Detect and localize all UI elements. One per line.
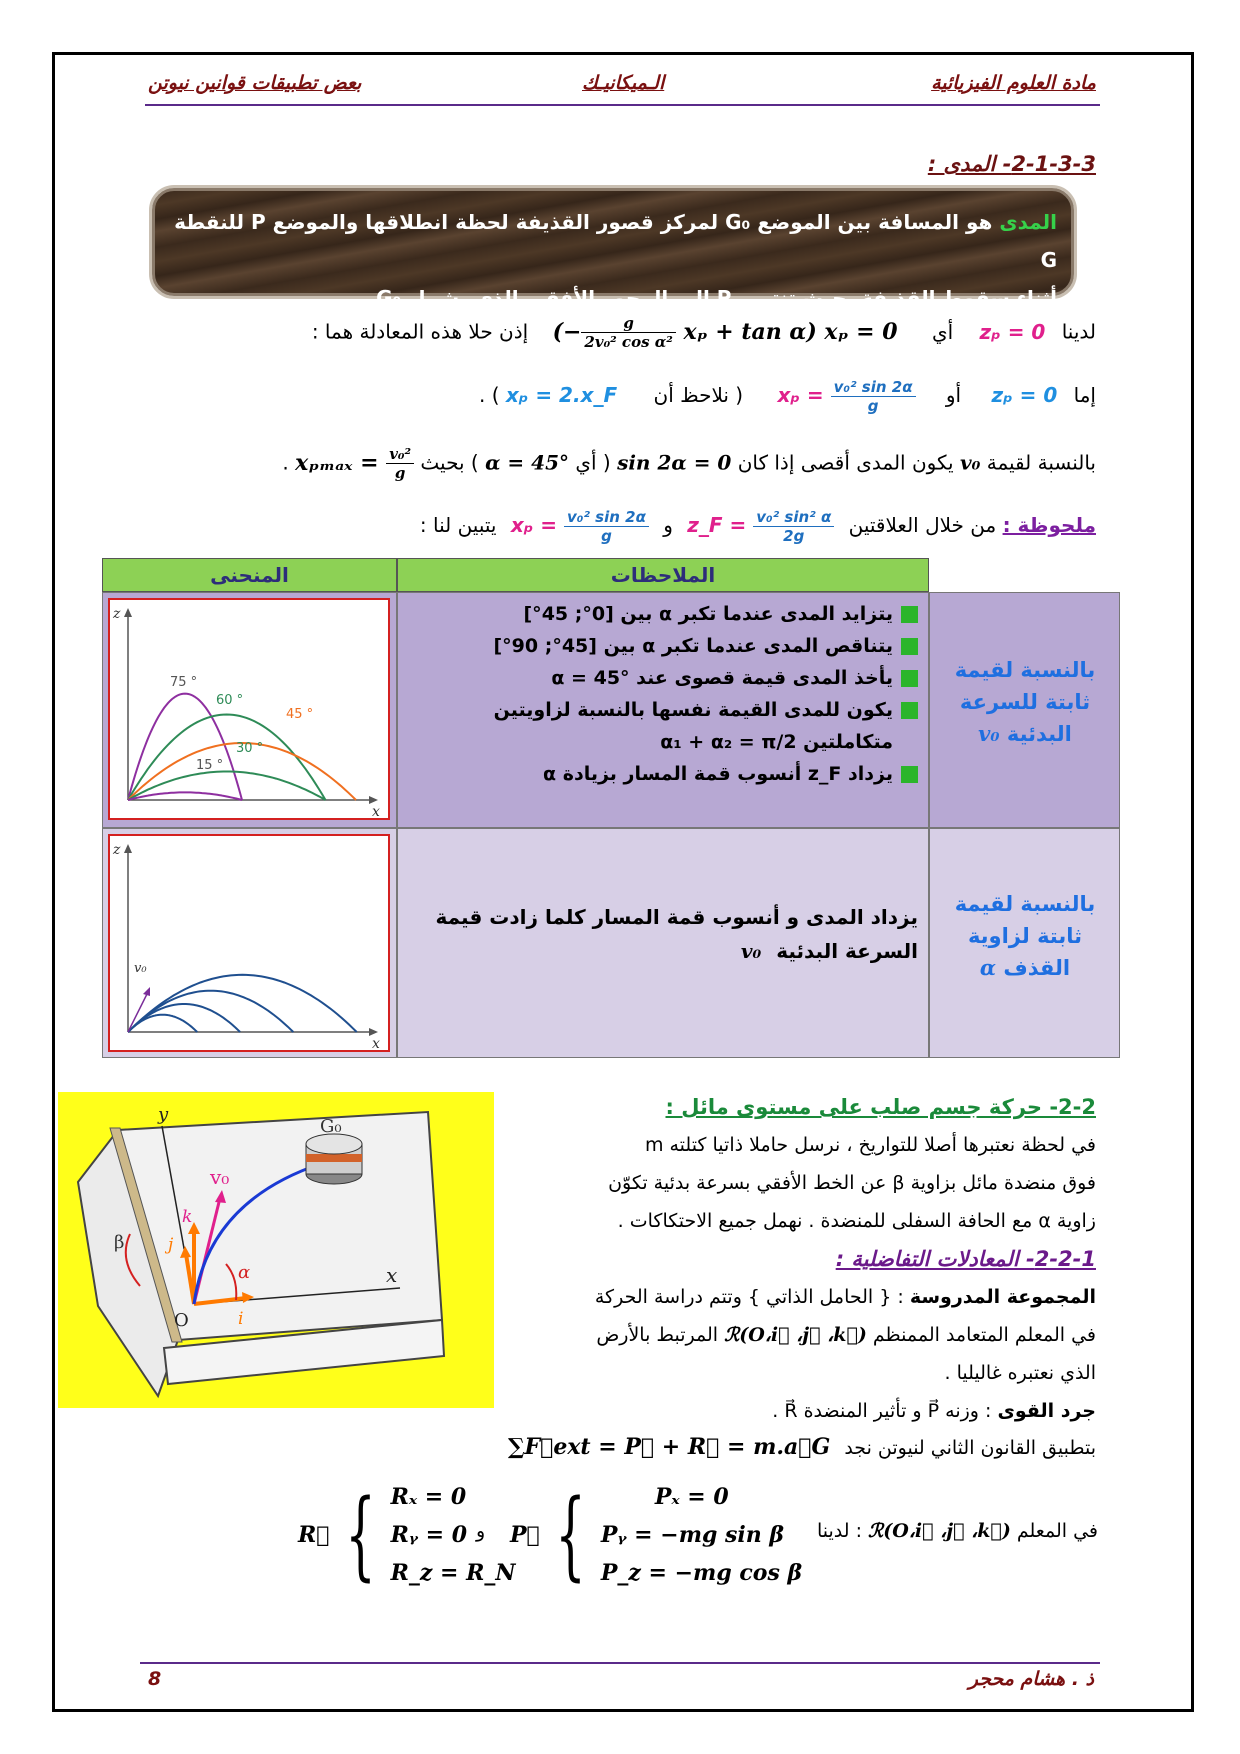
- incline-section-title: 2-2- حركة جسم صلب على مستوى مائل :: [665, 1095, 1096, 1119]
- label-k: k: [182, 1207, 193, 1227]
- line4-zf-formula: z_F = $\frac{\text{v₀² sin² α}}{2g}$: [687, 513, 834, 537]
- definition-box: [152, 188, 1074, 310]
- line3-c: ( أي: [575, 450, 611, 475]
- plot1-label-45: 45 °: [286, 707, 314, 722]
- incline-para-1: في لحظة نعتبرها أصلا للتواريخ ، نرسل حاملا ذاتيا كتلته m: [644, 1134, 1096, 1156]
- plot1-label-30: 30 °: [236, 741, 264, 756]
- trajectory-60deg: [128, 715, 326, 801]
- line1-tail: إذن حلا هذه المعادلة هما :: [311, 319, 529, 344]
- P-x: Pₓ = 0: [654, 1484, 729, 1510]
- definition-text: [169, 203, 1057, 317]
- plot-speeds: [108, 834, 390, 1052]
- bullet-square-icon: [901, 670, 918, 687]
- row1-head-text: بالنسبة لقيمة ثابتة للسرعة البدئية: [954, 658, 1096, 746]
- puck-band: [306, 1154, 362, 1162]
- row1-head: [938, 654, 1112, 750]
- table-header-curve: المنحنى: [102, 558, 397, 592]
- line4-b: يتبين لنا :: [419, 513, 497, 537]
- definition-line2: أثناء سقوط القذيفة بحيث تنتمي P إلى المحور الأفقي الذي يشمل G₀ .: [361, 286, 1057, 310]
- plot1-z-label: z: [113, 606, 121, 622]
- trajectory-15deg: [128, 792, 242, 800]
- line1-prefix: لدينا: [1061, 319, 1096, 344]
- label-y: y: [158, 1104, 169, 1125]
- incline-text-block: [496, 1088, 1096, 1430]
- newton-line: [136, 1428, 1096, 1467]
- bullet-square-icon: [901, 702, 918, 719]
- plot-speeds-svg: [110, 836, 388, 1050]
- P-y: Pᵧ = −mg sin β: [600, 1522, 785, 1548]
- plot2-z-arrow: [124, 844, 132, 853]
- label-v0: v₀: [210, 1165, 230, 1189]
- line2-a: zₚ = 0: [991, 383, 1058, 407]
- line1-cond: zₚ = 0: [979, 319, 1046, 344]
- systems-and: و: [476, 1520, 486, 1542]
- line3-v0: v₀: [959, 450, 981, 475]
- forces-text: : وزنه P⃗ و تأثير المنضدة R⃗ .: [772, 1400, 992, 1422]
- range-line-2: [136, 378, 1096, 415]
- line1-equation: (− $\frac{g}{\text{2v₀² cos α²}}$ xₚ + tan α) xₚ = 0: [552, 314, 898, 351]
- row2-head: [938, 888, 1112, 984]
- observation-item: يزداد z_F أنسوب قمة المسار بزيادة α: [402, 758, 918, 790]
- frame-symbol: ℛ(O،i⃗ ،j⃗ ،k⃗): [724, 1324, 867, 1346]
- observation-item: يتزايد المدى عندما تكبر α بين [0°; 45°]: [402, 598, 918, 630]
- plot2-x-label: x: [372, 1036, 380, 1050]
- line1-mid: أي: [931, 319, 954, 344]
- incline-para-3: زاوية α مع الحافة السفلى للمنضدة . نهمل جميع الاحتكاكات .: [617, 1210, 1096, 1232]
- plot2-v0-arrowhead: [143, 987, 150, 996]
- line2-xp-formula: xₚ = $\frac{\text{v₀² sin 2α}}{g}$: [777, 383, 915, 407]
- line3-xpmax: xₚₘₐₓ = $\frac{\text{v₀²}}{g}$: [295, 450, 414, 476]
- system-label: المجموعة المدروسة: [909, 1286, 1096, 1308]
- R-y: Rᵧ = 0: [390, 1522, 468, 1548]
- label-j: j: [168, 1235, 174, 1255]
- line4-a: من خلال العلاقتين: [848, 513, 997, 537]
- puck-top: [306, 1134, 362, 1154]
- plot1-x-label: x: [372, 804, 380, 818]
- incline-para-2: فوق منضدة مائل بزاوية β عن الخط الأفقي بسرعة بدئية تكوّن: [608, 1172, 1096, 1194]
- plot2-v0-label: v₀: [134, 961, 147, 976]
- frame-line-2: الذي نعتبره غاليليا .: [944, 1362, 1096, 1384]
- header-rule: [145, 104, 1100, 106]
- line4-xp-formula: xₚ = $\frac{\text{v₀² sin 2α}}{g}$: [511, 513, 649, 537]
- line3-b: يكون المدى أقصى إذا كان: [737, 450, 954, 475]
- header-subject: مادة العلوم الفيزيائية: [931, 72, 1096, 94]
- system-text: : { الحامل الذاتي } وتتم دراسة الحركة: [594, 1286, 904, 1308]
- footer-page-number: 8: [148, 1668, 162, 1690]
- label-O: O: [174, 1310, 189, 1331]
- observation-item: يكون للمدى القيمة نفسها بالنسبة لزاويتين متكاملتين α₁ + α₂ = π/2: [402, 694, 918, 758]
- line3-angle: α = 45°: [485, 450, 569, 475]
- row2-text: يزداد المدى و أنسوب قمة المسار كلما زادت قيمة السرعة البدئية: [435, 905, 918, 963]
- line2-prefix: إما: [1073, 383, 1096, 407]
- plot1-label-15: 15 °: [196, 758, 224, 773]
- newton-text: بتطبيق القانون الثاني لنيوتن نجد: [844, 1437, 1096, 1459]
- P-z: P_z = −mg cos β: [600, 1560, 803, 1586]
- R-system: [298, 1478, 516, 1592]
- line2-rel: xₚ = 2.x_F: [505, 383, 618, 407]
- R-z: R_z = R_N: [390, 1560, 516, 1586]
- frame-line: في المعلم المتعامد الممنظم ℛ(O،i⃗ ،j⃗ ،k⃗) المرتبط بالأرض: [596, 1324, 1096, 1346]
- row2-head-text: بالنسبة لقيمة ثابتة لزاوية القذف: [954, 892, 1096, 980]
- definition-rest: هو المسافة بين الموضع G₀ لمركز قصور القذيفة لحظة انطلاقها والموضع P للنقطة G: [174, 210, 1057, 272]
- bullet-square-icon: [901, 638, 918, 655]
- P-components: [601, 1478, 802, 1592]
- trajectory-speed-4: [128, 975, 357, 1032]
- P-brace: {: [555, 1479, 586, 1591]
- plot-angles: [108, 598, 390, 820]
- bullet-square-icon: [901, 766, 918, 783]
- bullet-square-icon: [901, 606, 918, 623]
- incline-diagram-svg: [58, 1092, 494, 1408]
- components-intro: في المعلم ℛ(O،i⃗ ،j⃗ ،k⃗) : لدينا: [816, 1520, 1098, 1542]
- plot2-x-arrow: [369, 1028, 378, 1036]
- row1-head-sym: v₀: [978, 721, 1000, 746]
- plot-angles-svg: [110, 600, 388, 818]
- plot1-x-arrow: [369, 796, 378, 804]
- definition-term: المدى: [999, 210, 1057, 234]
- line4-and: و: [663, 513, 673, 537]
- plot1-label-75: 75 °: [170, 675, 198, 690]
- row2-observation: [412, 900, 918, 968]
- R-brace: {: [344, 1479, 376, 1591]
- differential-equations-title: 2-2-1- المعادلات التفاضلية :: [835, 1247, 1096, 1271]
- plot1-label-60: 60 °: [216, 693, 244, 708]
- footer-author: ذ . هشام محجر: [968, 1668, 1094, 1690]
- R-x: Rₓ = 0: [390, 1484, 467, 1510]
- label-beta: β: [114, 1232, 125, 1253]
- row2-sym: v₀: [740, 939, 762, 963]
- plot2-v0-arrow: [128, 992, 148, 1032]
- observation-item: يتناقص المدى عندما تكبر α بين [45°; 90°]: [402, 630, 918, 662]
- components-block: [300, 1474, 1098, 1592]
- label-alpha: α: [238, 1262, 251, 1283]
- newton-equation: ∑F⃗ext = P⃗ + R⃗ = m.a⃗G: [507, 1434, 831, 1460]
- line3-cond: sin 2α = 0: [617, 450, 732, 475]
- table-header-notes: الملاحظات: [397, 558, 929, 592]
- footer-rule: [140, 1662, 1100, 1664]
- line2-or: أو: [945, 383, 962, 407]
- range-line-3: بالنسبة لقيمة v₀ يكون المدى أقصى إذا كان sin 2α = 0 ( أي α = 45° ) بحيث xₚₘₐₓ = $\frac{\text{v₀²}}{g}$ .: [282, 445, 1096, 482]
- R-vector-label: R⃗: [298, 1522, 330, 1548]
- range-line-1: [136, 314, 1096, 351]
- row2-head-sym: α: [979, 955, 997, 980]
- label-x: x: [386, 1263, 398, 1287]
- P-vector-label: P⃗: [510, 1522, 540, 1548]
- label-G0: G₀: [320, 1116, 342, 1137]
- line3-a: بالنسبة لقيمة: [986, 450, 1096, 475]
- row1-observations: [402, 598, 918, 790]
- forces-line: [496, 1392, 1096, 1430]
- forces-label: جرد القوى: [997, 1400, 1096, 1422]
- range-table: [102, 558, 1120, 1058]
- plot1-z-arrow: [124, 608, 132, 617]
- label-i: i: [238, 1309, 244, 1329]
- header-unit: الـميكانيـك: [582, 72, 665, 94]
- range-section-title: 2-1-3-3- المدى :: [927, 152, 1096, 176]
- observation-item: يأخذ المدى قيمة قصوى عند α = 45°: [402, 662, 918, 694]
- plot2-curves: [128, 975, 357, 1032]
- P-system: [510, 1478, 802, 1592]
- R-components: [391, 1478, 516, 1592]
- line2-note: ( نلاحظ أن: [653, 383, 744, 407]
- line2-end: ) .: [479, 383, 500, 407]
- note-label: ملحوظة :: [1002, 513, 1096, 537]
- plot2-z-label: z: [113, 842, 121, 858]
- system-line: [496, 1278, 1096, 1316]
- range-line-4: [136, 508, 1096, 545]
- header-lesson: بعض تطبيقات قوانين نيوتن: [148, 72, 362, 94]
- line3-d: ) بحيث: [420, 450, 479, 475]
- incline-diagram: [58, 1092, 494, 1408]
